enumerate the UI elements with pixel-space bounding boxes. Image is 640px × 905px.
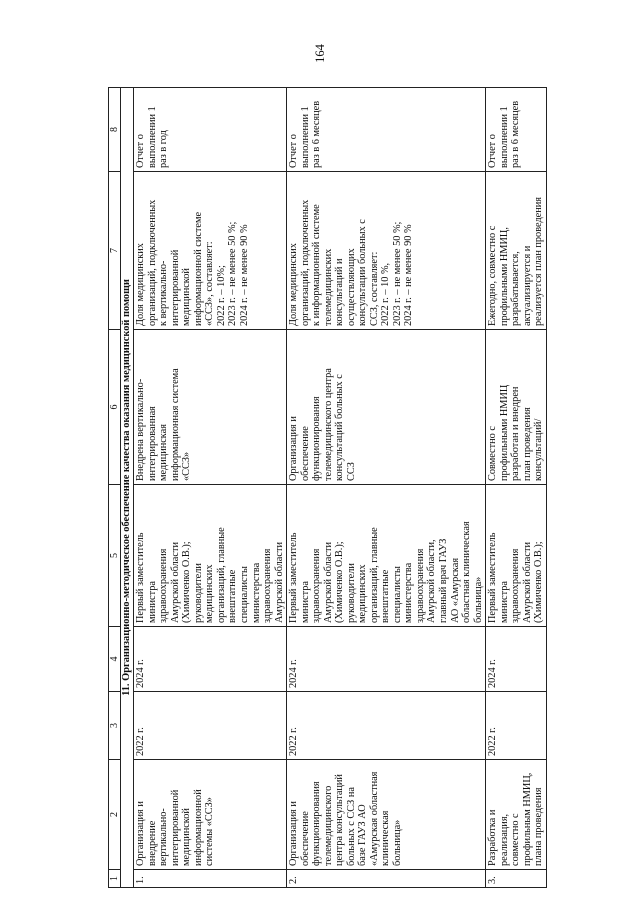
column-number: 1 [109, 870, 121, 888]
table-landscape [108, 88, 545, 888]
row-number: 1. [134, 870, 287, 888]
plan-table [108, 87, 547, 888]
end-date-cell: 2024 г. [486, 627, 547, 692]
indicator-cell: Доля медицинских организаций, подключенных к вертикально- интегрированной медицинской информационной системе «ССЗ», составляет: 2022 г. – 10%; 2023 г. – не менее 50 %; 2024 г. – не менее 90 % [134, 172, 287, 330]
control-cell: Отчет о выполнении 1 раз в 6 месяцев [486, 88, 547, 172]
section-title: 11. Организационно-методическое обеспечение качества оказания медицинской помощи [121, 88, 134, 888]
start-date-cell: 2022 г. [287, 692, 486, 760]
start-date-cell: 2022 г. [134, 692, 287, 760]
column-number: 5 [109, 485, 121, 627]
table-row [486, 88, 547, 888]
page-number-text: 164 [312, 43, 327, 63]
page-number [312, 35, 328, 71]
event-cell: Организация и обеспечение функционирования телемедицинского центра консультаций больных с ССЗ на базе ГАУЗ АО «Амурская областная клиническая больница» [287, 760, 486, 870]
table-row [134, 88, 287, 888]
responsible-cell: Первый заместитель министра здравоохранения Амурской области (Химиченко О.В.); [486, 485, 547, 627]
column-number: 8 [109, 88, 121, 172]
row-number: 3. [486, 870, 547, 888]
rotated-table-container [108, 88, 545, 888]
result-cell: Внедрена вертикально- интегрированная медицинская информационная система «ССЗ» [134, 330, 287, 485]
event-cell: Организация и внедрение вертикально- интегрированной медицинской информационной системы «ССЗ» [134, 760, 287, 870]
end-date-cell: 2024 г. [134, 627, 287, 692]
row-number: 2. [287, 870, 486, 888]
indicator-cell: Ежегодно, совместно с профильными НМИЦ, разрабатывается, актуализируется и реализуется план проведения [486, 172, 547, 330]
event-cell: Разработка и реализация, совместно с профильным НМИЦ, плана проведения [486, 760, 547, 870]
control-cell: Отчет о выполнении 1 раз в 6 месяцев [287, 88, 486, 172]
section-heading-row [121, 88, 134, 888]
column-number: 7 [109, 172, 121, 330]
end-date-cell: 2024 г. [287, 627, 486, 692]
control-cell: Отчет о выполнении 1 раз в год [134, 88, 287, 172]
column-number: 3 [109, 692, 121, 760]
indicator-cell: Доля медицинских организаций, подключенных к информационной системе телемедицинских консультаций и осуществляющих консультации больных с ССЗ, составляет: 2022 г. – 10 %, 2023 г. – не менее 50 %; 2024 г. – не менее 90 % [287, 172, 486, 330]
responsible-cell: Первый заместитель министра здравоохранения Амурской области (Химиченко О.В.); руководители медицинских организаций, главные внештатные специалисты министерства здравоохранения Амурской области [134, 485, 287, 627]
column-number-row [109, 88, 121, 888]
start-date-cell: 2022 г. [486, 692, 547, 760]
responsible-cell: Первый заместитель министра здравоохранения Амурской области (Химиченко О.В.); руководители медицинских организаций, главные внештатные специалисты министерства здравоохранения Амурской области, главный врач ГАУЗ АО «Амурская областная клиническая больница» [287, 485, 486, 627]
column-number: 2 [109, 760, 121, 870]
table-row [287, 88, 486, 888]
column-number: 6 [109, 330, 121, 485]
result-cell: Организация и обеспечение функционирования телемедицинского центра консультаций больных с ССЗ [287, 330, 486, 485]
column-number: 4 [109, 627, 121, 692]
result-cell: Совместно с профильными НМИЦ разработан и внедрен план проведения консультаций/ [486, 330, 547, 485]
